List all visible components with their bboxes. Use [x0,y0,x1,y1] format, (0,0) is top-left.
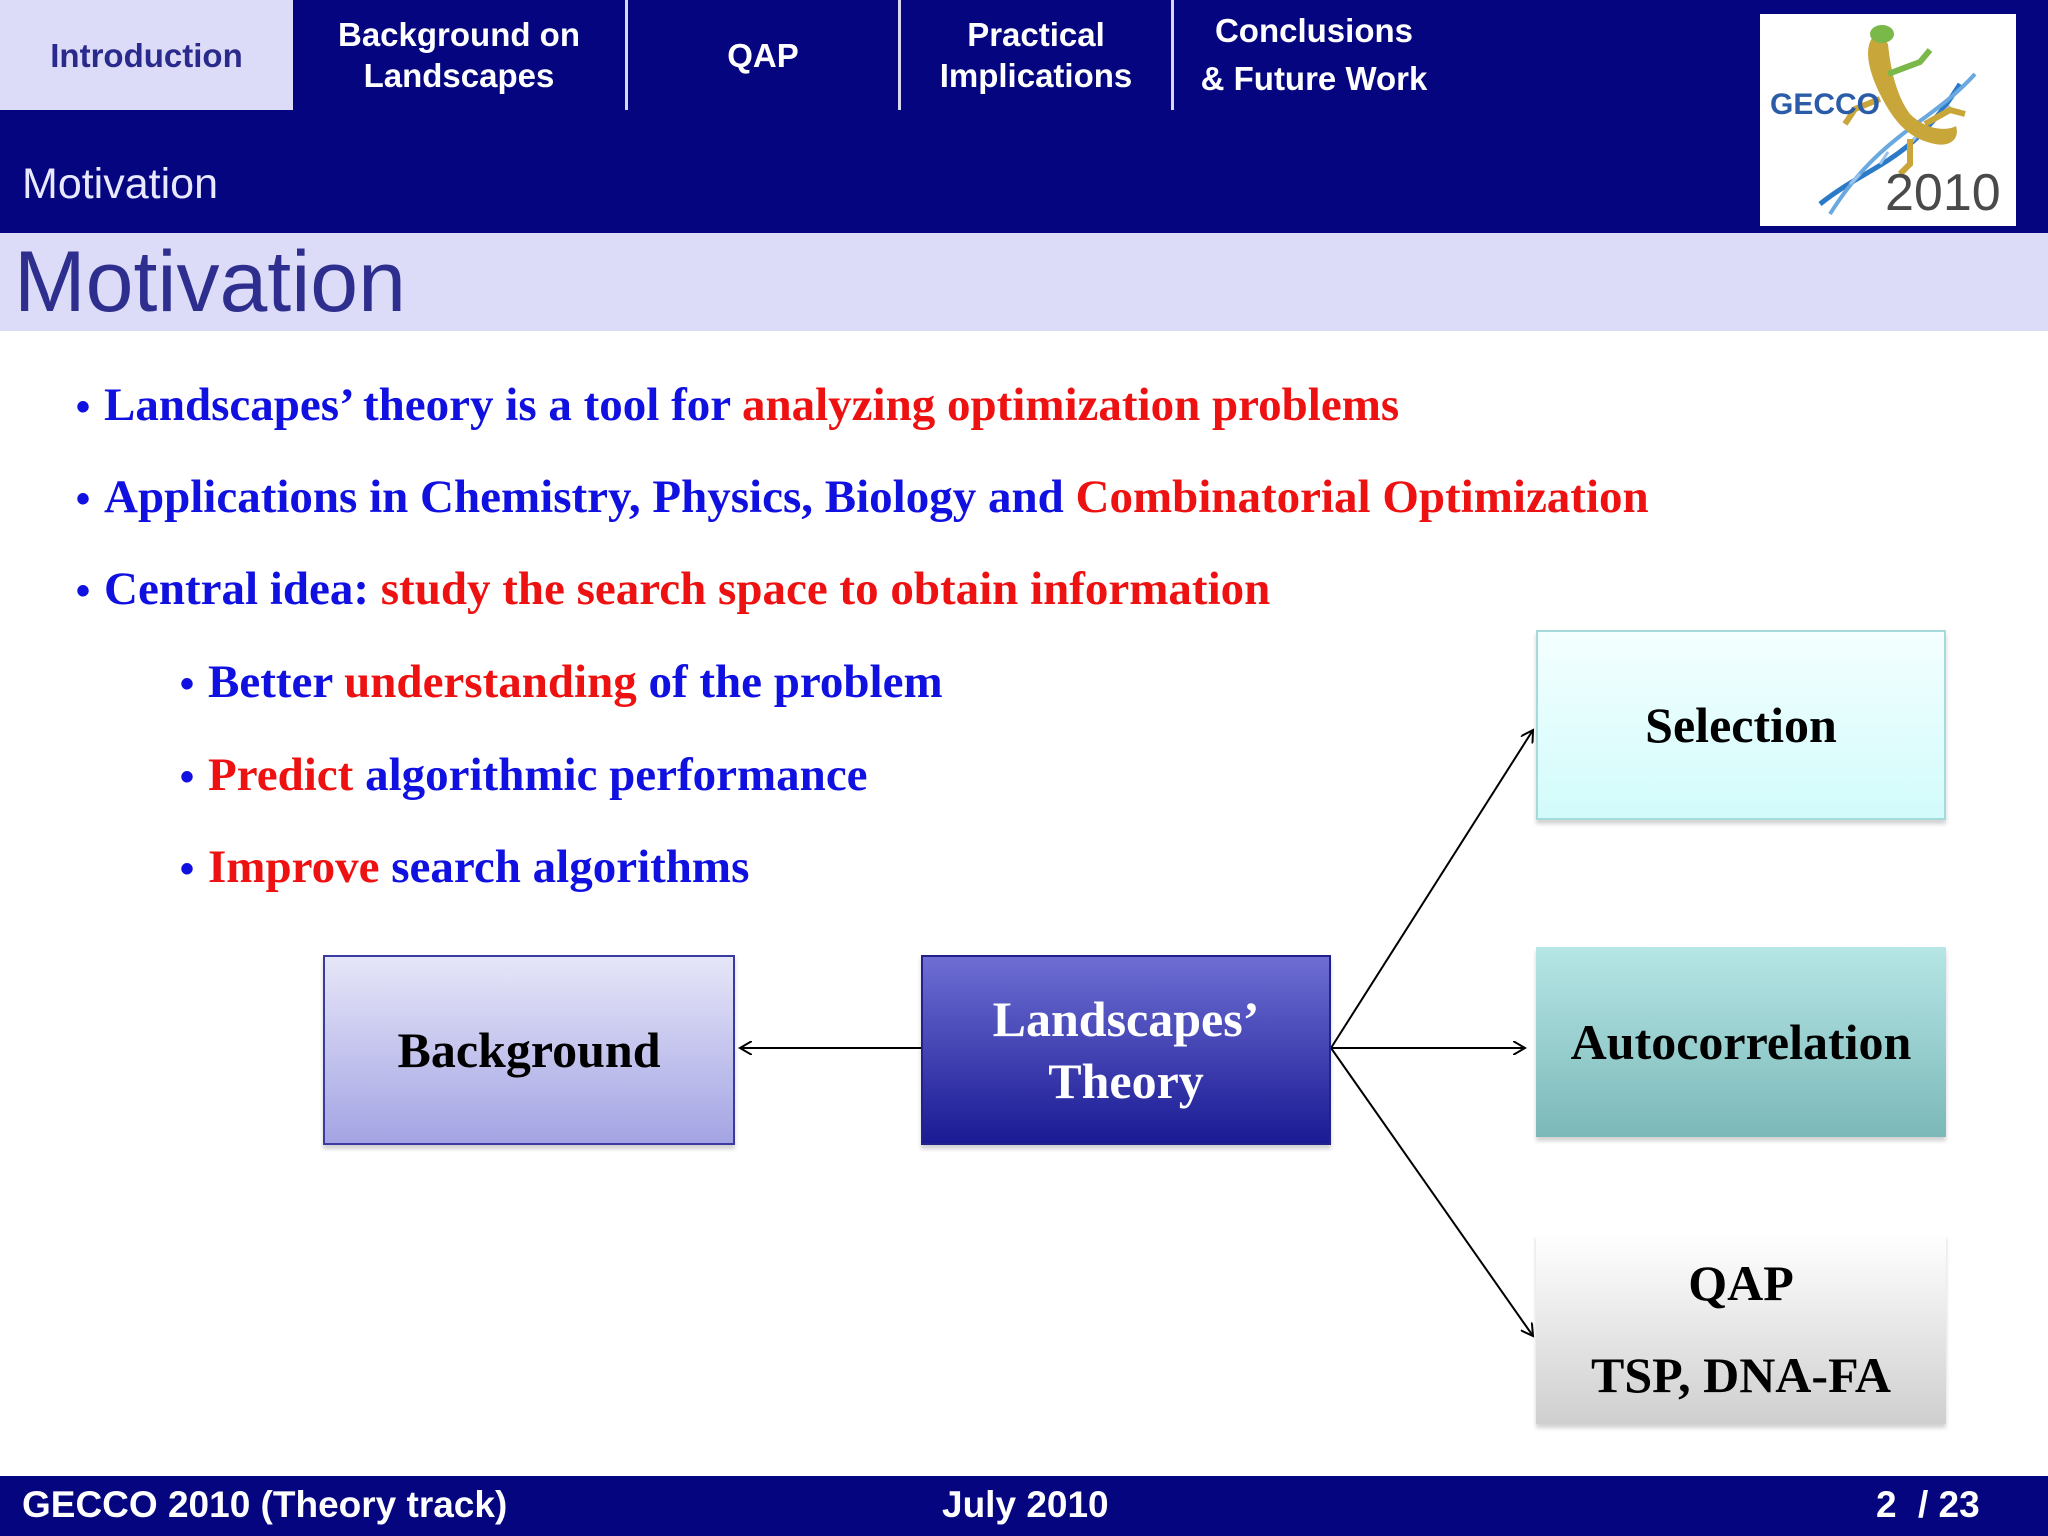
arrow-to-selection [1331,730,1533,1048]
sub-bullet-improve: • Improve search algorithms [180,841,750,893]
diagram-box-selection: Selection [1536,630,1946,820]
footer-date: July 2010 [942,1484,1109,1525]
svg-text:GECCO: GECCO [1770,88,1881,121]
sub-bullet-predict: • Predict algorithmic performance [180,749,868,801]
slide-title: Motivation [14,234,406,330]
diagram-box-background: Background [323,955,735,1145]
footer-conference: GECCO 2010 (Theory track) [22,1484,508,1525]
slide-footer [0,1476,2048,1536]
diagram-box-qap: QAP TSP, DNA-FA [1536,1234,1946,1424]
page-number-total: / 23 [1918,1484,1980,1525]
nav-tab-qap[interactable]: QAP [727,36,799,74]
arrow-to-qap [1331,1048,1533,1336]
current-section-label: Motivation [22,160,218,208]
nav-tab-conclusions-future-work[interactable]: Conclusions & Future Work [1200,12,1428,97]
diagram-box-landscapes-theory: Landscapes’ Theory [921,955,1331,1145]
bullet-applications: • Applications in Chemistry, Physics, Biology and Combinatorial Optimization [76,471,1649,523]
bullet-central-idea: • Central idea: study the search space to obtain information [76,563,1271,615]
sub-bullet-understanding: • Better understanding of the problem [180,656,943,708]
nav-tab-introduction[interactable]: Introduction [0,0,293,110]
page-number-current: 2 [1876,1484,1897,1525]
bullet-landscapes-theory: • Landscapes’ theory is a tool for analyzing optimization problems [76,379,1400,431]
svg-text:2010: 2010 [1885,164,2001,222]
diagram-box-autocorrelation: Autocorrelation [1536,947,1946,1137]
nav-tab-practical-implications[interactable]: Practical Implications [939,16,1133,94]
nav-tab-background-on-landscapes[interactable]: Background on Landscapes [337,16,580,94]
